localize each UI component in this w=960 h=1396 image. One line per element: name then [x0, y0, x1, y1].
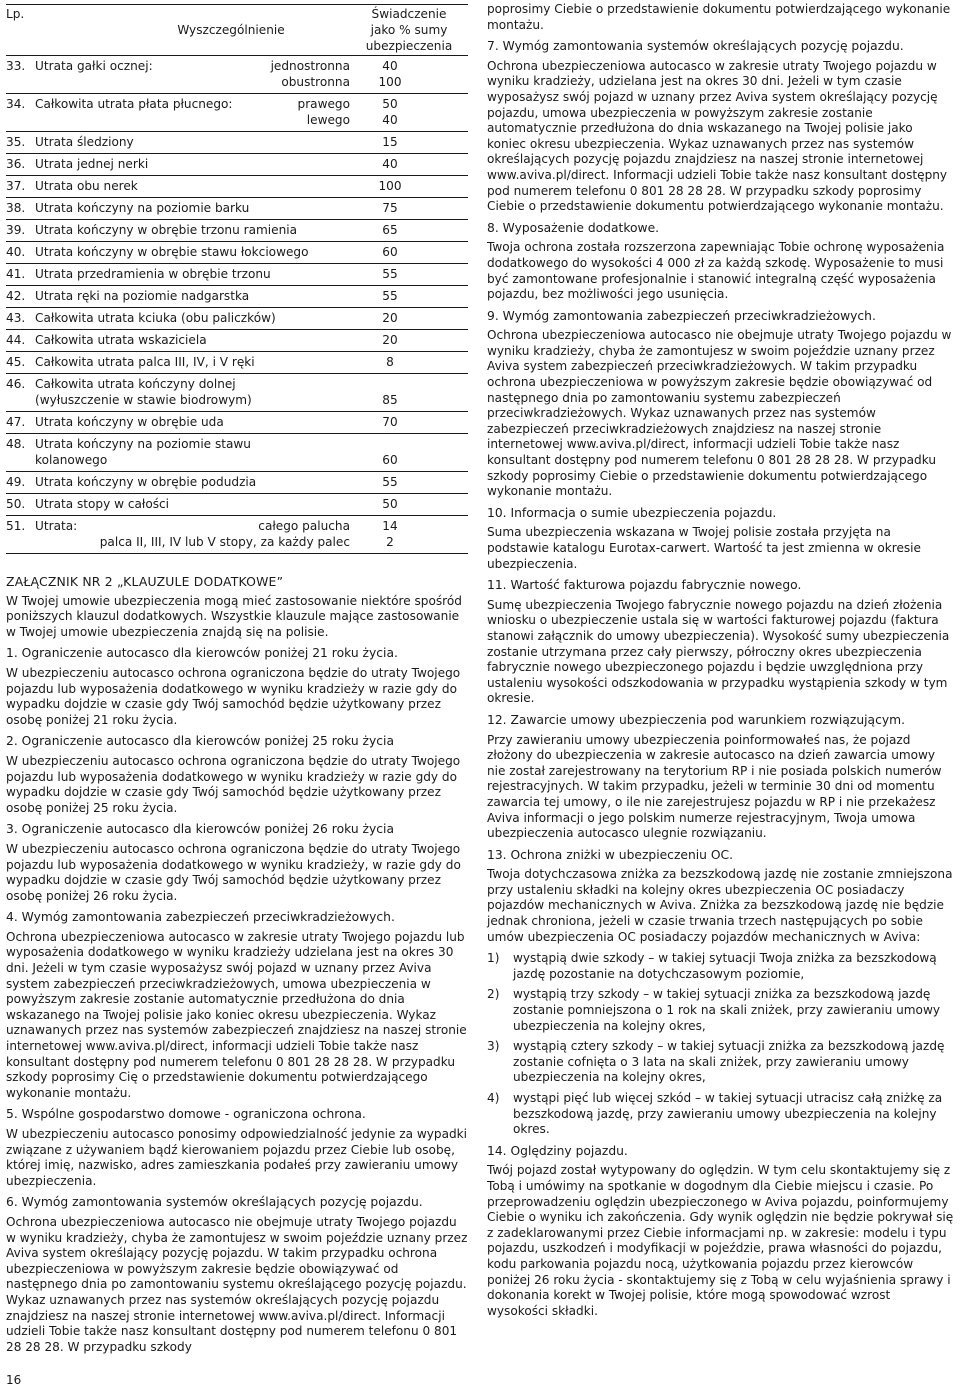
row-description-text: Utrata kończyny w obrębie stawu łokciowego [35, 245, 309, 259]
row-description-text: Utrata kończyny na poziomie barku [35, 201, 250, 215]
clause-paragraph: Twój pojazd został wytypowany do oględzin. W tym celu skontaktujemy się z Tobą i umówimy na spotkanie w dogodnym dla Ciebie miejscu i czasie. Po przeprowadzeniu oględzin ubezpieczonego w Aviva pojazdu, poinformujemy Ciebie o wyniku ich zakończenia. Gdy wynik oględzin nie będzie pokrywał się z zadeklarowanymi przez Ciebie informacjami np. w zakresie: modelu i typu pojazdu, uszkodzeń i modyfikacji w pojeździe, prawa własności do pojazdu, kodu parkowania pojazdu nocą, użytkowania pojazdu przez kierowców poniżej 26 roku życia - skontaktujemy się z Tobą w celu wyjaśnienia sprawy i dokonania korekt w Twojej polisie, które mogą spowodować wzrost wysokości składki. [487, 1163, 954, 1318]
left-column [6, 4, 468, 1358]
condition-number: 4) [487, 1091, 500, 1105]
clause-section [487, 713, 955, 842]
row-description-text: Całkowita utrata palca III, IV, i V ręki [35, 355, 255, 369]
condition-list-item [487, 1091, 955, 1138]
condition-text: wystąpią cztery szkody – w takiej sytuacji zniżka za bezszkodową jazdę zostanie cofnięta o 3 lata na skali zniżek, przy zawieraniu umowy ubezpieczenia na kolejny okres, [513, 1039, 945, 1085]
row-benefit-percent [350, 434, 468, 472]
clause-paragraph: Suma ubezpieczenia wskazana w Twojej polisie została przyjęta na podstawie katalogu Eurotax-carwert. Wartość ta jest zmienna w okresie ubezpieczenia. [487, 525, 921, 571]
row-percent-value: 60 [382, 245, 398, 259]
row-benefit-percent [350, 56, 468, 94]
right-sections [487, 39, 955, 1319]
row-number: 40. [6, 242, 32, 264]
table-row [6, 176, 468, 198]
row-description [32, 286, 350, 308]
row-percent-value: 65 [382, 223, 398, 237]
clause-heading: 7. Wymóg zamontowania systemów określających pozycję pojazdu. [487, 39, 904, 54]
clause-heading: 3. Ograniczenie autocasco dla kierowców poniżej 26 roku życia [6, 822, 394, 837]
row-option: lewego [306, 113, 350, 127]
condition-text: wystąpi pięć lub więcej szkód – w takiej sytuacji utracisz całą zniżkę za bezszkodową jazdę, przy zawieraniu umowy ubezpieczenia na kolejny okres. [513, 1091, 943, 1137]
row-description [32, 308, 350, 330]
clause-heading: 4. Wymóg zamontowania zabezpieczeń przeciwkradzieżowych. [6, 910, 395, 925]
header-benefit-percent [350, 5, 468, 56]
annex-title: ZAŁĄCZNIK NR 2 „KLAUZULE DODATKOWE” [6, 574, 284, 589]
row-description-text: Utrata przedramienia w obrębie trzonu [35, 267, 271, 281]
row-percent-value: 8 [386, 355, 394, 369]
row-benefit-percent [350, 286, 468, 308]
row-option: obustronna [281, 75, 350, 89]
row-description [32, 264, 350, 286]
row-percent-value: 50 [382, 97, 398, 111]
table-body [6, 56, 468, 554]
row-percent-value: 55 [382, 267, 398, 281]
row-benefit-percent [350, 176, 468, 198]
row-description [32, 132, 350, 154]
clause-section [487, 1144, 955, 1320]
row-percent-value: 40 [382, 157, 398, 171]
row-benefit-percent [350, 220, 468, 242]
row-description [32, 94, 350, 132]
row-subrow [35, 518, 350, 534]
condition-text: wystąpią dwie szkody – w takiej sytuacji Twoja zniżka za bezszkodową jazdę pozostanie na dotychczasowym poziomie, [513, 951, 937, 981]
row-number: 38. [6, 198, 32, 220]
row-description [32, 516, 350, 554]
row-description-text: Utrata obu nerek [35, 179, 138, 193]
clause-heading: 12. Zawarcie umowy ubezpieczenia pod warunkiem rozwiązującym. [487, 712, 906, 727]
clause-section [6, 1107, 468, 1189]
row-description-text: Całkowita utrata płata płucnego: [35, 97, 233, 111]
table-header-row [6, 5, 468, 56]
row-description-text: Utrata kończyny w obrębie uda [35, 415, 224, 429]
header-pct-line: ubezpieczenia [365, 39, 453, 53]
clause-section [487, 221, 955, 303]
row-description-text: Utrata jednej nerki [35, 157, 149, 171]
row-number: 34. [6, 94, 32, 132]
condition-list-item [487, 1039, 955, 1086]
table-row [6, 494, 468, 516]
header-pct-line: jako % sumy [370, 23, 448, 37]
row-subrow [35, 96, 350, 112]
row-description-text: Utrata śledziony [35, 135, 134, 149]
clause-paragraph: Twoja dotychczasowa zniżka za bezszkodową jazdę nie zostanie zmniejszona przy ustaleniu składki na kolejny okres ubezpieczenia OC posiadaczy pojazdów mechanicznych w Aviva. Zniżka za bezszkodową jazdę nie będzie jednak chroniona, jeżeli w czasie trwania trzech następujących po sobie umów ubezpieczenia OC posiadaczy pojazdów mechanicznych w Aviva: [487, 867, 953, 944]
row-percent-value: 100 [378, 75, 402, 89]
row-number: 33. [6, 56, 32, 94]
table-row [6, 374, 468, 412]
table-row [6, 434, 468, 472]
row-description-text: Utrata kończyny w obrębie trzonu ramienia [35, 223, 298, 237]
row-percent-value: 55 [382, 475, 398, 489]
row-description-text: Utrata kończyny w obrębie podudzia [35, 475, 257, 489]
clause-heading: 6. Wymóg zamontowania systemów określających pozycję pojazdu. [6, 1195, 423, 1210]
table-row [6, 330, 468, 352]
row-description-line: kolanowego [35, 453, 108, 467]
row-number: 41. [6, 264, 32, 286]
clause-heading: 14. Oględziny pojazdu. [487, 1143, 628, 1158]
row-percent-value: 2 [386, 535, 394, 549]
row-number: 51. [6, 516, 32, 554]
row-percent-value: 60 [382, 453, 398, 467]
row-benefit-percent [350, 352, 468, 374]
row-number: 50. [6, 494, 32, 516]
row-number: 47. [6, 412, 32, 434]
row-description [32, 412, 350, 434]
continued-paragraph: poprosimy Ciebie o przedstawienie dokumentu potwierdzającego wykonanie montażu. [487, 2, 951, 32]
row-number: 35. [6, 132, 32, 154]
row-description-text: Całkowita utrata wskaziciela [35, 333, 207, 347]
row-description [32, 374, 350, 412]
clause-section [487, 848, 955, 1138]
row-benefit-percent [350, 308, 468, 330]
clause-heading: 10. Informacja o sumie ubezpieczenia pojazdu. [487, 505, 777, 520]
row-description [32, 198, 350, 220]
condition-number: 2) [487, 987, 500, 1002]
clause-section [6, 646, 468, 728]
clause-section [6, 1195, 468, 1355]
row-percent-value: 50 [382, 497, 398, 511]
row-benefit-percent [350, 154, 468, 176]
table-row [6, 516, 468, 554]
row-description [32, 220, 350, 242]
condition-text: wystąpią trzy szkody – w takiej sytuacji zniżka za bezszkodową jazdę zostanie pomniejszona o 1 rok na skali zniżek, przy zawieraniu umowy ubezpieczenia na kolejny okres, [513, 987, 940, 1033]
row-description [32, 56, 350, 94]
table-row [6, 412, 468, 434]
header-lp: Lp. [6, 5, 32, 56]
row-number: 45. [6, 352, 32, 374]
row-description-text: Utrata ręki na poziomie nadgarstka [35, 289, 250, 303]
row-number: 43. [6, 308, 32, 330]
benefits-table [6, 4, 468, 554]
row-percent-value: 85 [382, 393, 398, 407]
clause-paragraph: W ubezpieczeniu autocasco ochrona ograniczona będzie do utraty Twojego pojazdu lub wyposażenia dodatkowego w wyniku kradzieży w razie gdy do wypadku dojdzie w czasie gdy Twój samochód będzie użytkowany przez osobę poniżej 21 roku życia. [6, 665, 461, 727]
left-sections [6, 646, 468, 1355]
table-row [6, 154, 468, 176]
clause-paragraph: Twoja ochrona została rozszerzona zapewniając Tobie ochronę wyposażenia dodatkowego do wysokości 4 000 zł za każdą szkodę. Wyposażenie to musi być zamontowane profesjonalnie i stanowić integralną część wyposażenia pojazdu, bez możliwości jego usunięcia. [487, 240, 945, 302]
row-description-text: Utrata stopy w całości [35, 497, 170, 511]
row-percent-value: 75 [382, 201, 398, 215]
row-option: jednostronna [270, 59, 350, 73]
row-number: 36. [6, 154, 32, 176]
row-number: 39. [6, 220, 32, 242]
row-description-text: Utrata gałki ocznej: [35, 59, 153, 73]
condition-number: 1) [487, 951, 500, 966]
table-row [6, 56, 468, 94]
clause-paragraph: Ochrona ubezpieczeniowa autocasco nie obejmuje utraty Twojego pojazdu w wyniku kradzieży, chyba że zamontujesz w swoim pojeździe uznany przez Aviva system określający pozycję pojazdu. W takim przypadku ochrona ubezpieczeniowa w powyższym zakresie będzie obowiązywać od następnego dnia po zamontowaniu systemu określającego pozycję pojazdu. Wykaz uznawanych przez nas systemów określających pozycję pojazdu znajdziesz na naszej stronie internetowej www.aviva.pl/direct. Informacji udzieli Tobie także nasz konsultant dostępny pod numerem telefonu 0 801 28 28 28. W przypadku szkody [6, 1214, 468, 1354]
row-number: 49. [6, 472, 32, 494]
row-option: palca II, III, IV lub V stopy, za każdy palec [99, 535, 350, 549]
clause-heading: 8. Wyposażenie dodatkowe. [487, 220, 660, 235]
row-subrow [35, 58, 350, 74]
header-description: Wyszczególnienie [32, 5, 350, 56]
row-benefit-percent [350, 412, 468, 434]
row-description [32, 154, 350, 176]
clause-section [6, 910, 468, 1101]
clause-section [487, 309, 955, 500]
row-description-line: Całkowita utrata kończyny dolnej [35, 377, 236, 391]
table-row [6, 308, 468, 330]
row-description [32, 352, 350, 374]
table-row [6, 352, 468, 374]
clause-section [487, 578, 955, 707]
annex-intro: W Twojej umowie ubezpieczenia mogą mieć zastosowanie niektóre spośród poniższych klauzul dodatkowych. Wszystkie klauzule mające zastosowanie w Twojej umowie ubezpieczenia znajdą się na polisie. [6, 593, 462, 639]
condition-list [487, 951, 955, 1138]
row-benefit-percent [350, 264, 468, 286]
row-percent-value: 40 [382, 113, 398, 127]
row-description-text: Całkowita utrata kciuka (obu paliczków) [35, 311, 276, 325]
right-column [487, 2, 955, 1322]
clause-heading: 13. Ochrona zniżki w ubezpieczeniu OC. [487, 847, 734, 862]
row-benefit-percent [350, 472, 468, 494]
row-percent-value: 100 [378, 179, 402, 193]
row-benefit-percent [350, 94, 468, 132]
row-percent-value: 14 [382, 519, 398, 533]
row-percent-value: 15 [382, 135, 398, 149]
row-percent-value: 40 [382, 59, 398, 73]
row-description [32, 242, 350, 264]
clause-heading: 11. Wartość fakturowa pojazdu fabrycznie nowego. [487, 578, 802, 593]
table-row [6, 132, 468, 154]
row-benefit-percent [350, 374, 468, 412]
clause-heading: 5. Wspólne gospodarstwo domowe - ograniczona ochrona. [6, 1107, 366, 1122]
row-benefit-percent [350, 132, 468, 154]
row-description [32, 494, 350, 516]
row-description [32, 472, 350, 494]
row-description-text: Utrata: [35, 519, 78, 533]
row-percent-value: 20 [382, 333, 398, 347]
clause-section [6, 734, 468, 816]
clause-heading: 2. Ograniczenie autocasco dla kierowców poniżej 25 roku życia [6, 734, 394, 749]
row-benefit-percent [350, 198, 468, 220]
row-benefit-percent [350, 494, 468, 516]
table-row [6, 94, 468, 132]
table-row [6, 472, 468, 494]
row-description-line: (wyłuszczenie w stawie biodrowym) [35, 393, 252, 407]
clause-paragraph: W ubezpieczeniu autocasco ochrona ograniczona będzie do utraty Twojego pojazdu lub wyposażenia dodatkowego w wyniku kradzieży w razie gdy do wypadku dojdzie w czasie gdy Twój samochód będzie użytkowany przez osobę poniżej 25 roku życia. [6, 753, 461, 815]
table-row [6, 198, 468, 220]
clause-paragraph: Przy zawieraniu umowy ubezpieczenia poinformowałeś nas, że pojazd złożony do ubezpieczenia w zakresie autocasco na dzień zawarcia umowy nie został zarejestrowany na terytorium RP i nie posiada polskich numerów rejestracyjnych. W takim przypadku, jeżeli w terminie 30 dni od momentu zawarcia tej umowy, o ile nie zarejestrujesz pojazdu w RP i nie przekażesz Aviva informacji o jego polskim numerze rejestracyjnym, Twoja umowa ubezpieczenia autocasco ulegnie rozwiązaniu. [487, 732, 942, 841]
clause-paragraph: W ubezpieczeniu autocasco ponosimy odpowiedzialność jedynie za wypadki związane z używaniem bądź kierowaniem pojazdu przez Ciebie lub osobę, której imię, nazwisko, adres zamieszkania podałeś przy zawieraniu umowy ubezpieczenia. [6, 1127, 468, 1188]
row-number: 44. [6, 330, 32, 352]
clause-heading: 1. Ograniczenie autocasco dla kierowców poniżej 21 roku życia. [6, 646, 398, 661]
clause-paragraph: W ubezpieczeniu autocasco ochrona ograniczona będzie do utraty Twojego pojazdu lub wyposażenia dodatkowego w wyniku kradzieży, w razie gdy do wypadku dojdzie w czasie gdy Twój samochód będzie użytkowany przez osobę poniżej 26 roku życia. [6, 841, 461, 903]
row-benefit-percent [350, 330, 468, 352]
row-percent-value: 20 [382, 311, 398, 325]
row-option: prawego [297, 97, 350, 111]
clause-paragraph: Ochrona ubezpieczeniowa autocasco nie obejmuje utraty Twojego pojazdu w wyniku kradzieży, chyba że zamontujesz w swoim pojeździe uznany przez Aviva system zabezpieczeń przeciwkradzieżowych. W takim przypadku ochrona ubezpieczeniowa w powyższym zakresie będzie obowiązywać od następnego dnia po zamontowaniu systemu zabezpieczeń przeciwkradzieżowych. Wykaz uznawanych przez nas systemów zabezpieczeń przeciwkradzieżowych znajdziesz na naszej stronie internetowej www.aviva.pl/direct, informacji udzieli Tobie także nasz konsultant dostępny pod numerem telefonu 0 801 28 28 28. W przypadku szkody poprosimy Ciebie o przedstawienie dokumentu potwierdzającego wykonanie montażu. [487, 328, 952, 499]
clause-paragraph: Ochrona ubezpieczeniowa autocasco w zakresie utraty Twojego pojazdu lub wyposażenia dodatkowego w wyniku kradzieży udzielana jest na okres 30 dni. Jeżeli w tym czasie wyposażysz swój pojazd w uznany przez Aviva system zabezpieczeń przeciwkradzieżowych, umowa ubezpieczenia w powyższym zakresie zostanie automatycznie przedłużona do dnia wskazanego na Twojej polisie jako koniec okresu ubezpieczenia. Wykaz uznawanych przez nas systemów zabezpieczeń znajdziesz na naszej stronie internetowej www.aviva.pl/direct, informacji udzieli Tobie także nasz konsultant dostępny pod numerem telefonu 0 801 28 28 28. W przypadku szkody poprosimy Cię o przedstawienie dokumentu potwierdzającego wykonanie montażu. [6, 929, 467, 1100]
condition-list-item [487, 987, 955, 1034]
page-number: 16 [6, 1373, 22, 1387]
row-number: 37. [6, 176, 32, 198]
row-description [32, 176, 350, 198]
condition-number: 3) [487, 1039, 500, 1054]
clause-paragraph: Sumę ubezpieczenia Twojego fabrycznie nowego pojazdu na dzień złożenia wniosku o ubezpieczenie ustala się w wartości fakturowej pojazdu (faktura stanowi załącznik do umowy ubezpieczenia). Wysokość sumy ubezpieczenia zostanie utrzymana przez cały pierwszy, półroczny okres ubezpieczenia fabrycznie nowego ubezpieczonego pojazdu i będzie uwzględniona przy ustaleniu wysokości odszkodowania w przypadku wystąpienia szkody w tym okresie. [487, 597, 950, 706]
row-number: 42. [6, 286, 32, 308]
clause-section [6, 822, 468, 904]
clause-heading: 9. Wymóg zamontowania zabezpieczeń przeciwkradzieżowych. [487, 308, 876, 323]
row-benefit-percent [350, 516, 468, 554]
condition-list-item [487, 951, 955, 982]
clause-section [487, 506, 955, 572]
row-description-line: Utrata kończyny na poziomie stawu [35, 437, 251, 451]
table-row [6, 286, 468, 308]
row-percent-value: 70 [382, 415, 398, 429]
row-description [32, 434, 350, 472]
row-number: 48. [6, 434, 32, 472]
header-pct-line: Świadczenie [371, 7, 447, 21]
table-row [6, 220, 468, 242]
table-row [6, 264, 468, 286]
row-number: 46. [6, 374, 32, 412]
row-percent-value: 55 [382, 289, 398, 303]
row-benefit-percent [350, 242, 468, 264]
row-description [32, 330, 350, 352]
clause-section [487, 39, 955, 215]
row-option: całego palucha [258, 519, 350, 533]
clause-paragraph: Ochrona ubezpieczeniowa autocasco w zakresie utraty Twojego pojazdu w wyniku kradzieży, udzielana jest na okres 30 dni. Jeżeli w tym czasie wyposażysz swój pojazd w uznany przez Aviva system określający pozycję pojazdu, umowa ubezpieczenia w powyższym zakresie zostanie automatycznie przedłużona do dnia wskazanego na Twojej polisie jako koniec okresu ubezpieczenia. Wykaz uznawanych przez nas systemów określających pozycję pojazdu znajdziesz na naszej stronie internetowej www.aviva.pl/direct. Informacji udzieli Tobie także nasz konsultant dostępny pod numerem telefonu 0 801 28 28 28. W przypadku szkody poprosimy Ciebie o przedstawienie dokumentu potwierdzającego wykonanie montażu. [487, 58, 948, 214]
table-row [6, 242, 468, 264]
